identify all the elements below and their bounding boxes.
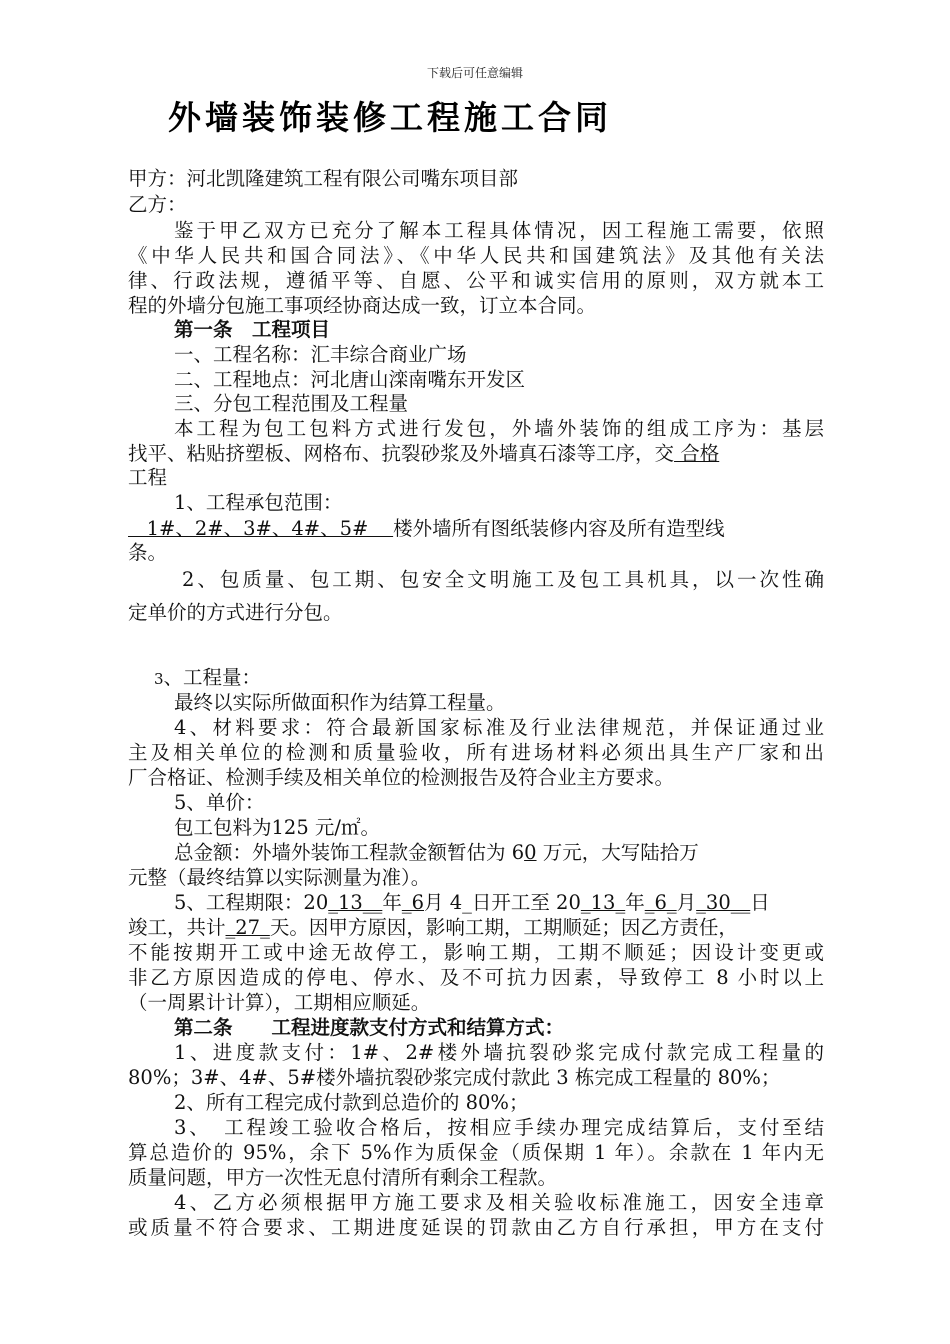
quantity-line: 最终以实际所做面积作为结算工程量。 [174, 691, 506, 714]
package-line: 2、包质量、包工期、包安全文明施工及包工具机具，以一次性确 [182, 568, 824, 591]
payment-line: 2、所有工程完成付款到总造价的 80%； [174, 1091, 529, 1114]
unit-price: 包工包料为125 元/㎡。 [174, 816, 380, 839]
party-a-line: 甲方：河北凯隆建筑工程有限公司嘴东项目部 [128, 167, 519, 190]
preamble-line: 鉴于甲乙双方已充分了解本工程具体情况，因工程施工需要，依照 [174, 219, 824, 242]
party-b-line: 乙方： [128, 193, 187, 216]
article-2-heading: 第二条 工程进度款支付方式和结算方式： [174, 1016, 565, 1039]
materials-line: 4、材料要求：符合最新国家标准及行业法律规范，并保证通过业 [174, 716, 824, 739]
scope-line: 找平、粘贴挤塑板、网格布、抗裂砂浆及外墙真石漆等工序，交 合格 [128, 442, 720, 465]
contract-scope-line: 1#、2#、3#、4#、5# 楼外墙所有图纸装修内容及所有造型线 [128, 517, 725, 540]
materials-line: 厂合格证、检测手续及相关单位的检测报告及符合业主方要求。 [128, 766, 675, 789]
schedule-line: 5、工程期限：20_13__年_6月 4_日开工至 20_13_年_6_月_30__日 [174, 891, 770, 914]
settlement-line: 质量问题，甲方一次性无息付清所有剩余工程款。 [128, 1166, 558, 1189]
article-1-heading: 第一条 工程项目 [174, 318, 331, 341]
settlement-line: 算总造价的 95%，余下 5%作为质保金（质保期 1 年）。余款在 1 年内无 [128, 1141, 824, 1164]
schedule-line: 竣工，共计_27_天。因甲方原因，影响工期，工期顺延；因乙方责任， [128, 916, 738, 939]
scope-line: 工程 [128, 466, 168, 489]
contract-scope-line: 条。 [128, 541, 168, 564]
preamble-line: 程的外墙分包施工事项经协商达成一致，订立本合同。 [128, 294, 597, 317]
scope-heading: 三、分包工程范围及工程量 [174, 392, 409, 415]
document-title: 外墙装饰装修工程施工合同 [168, 98, 612, 137]
preamble-line: 《中华人民共和国合同法》、《中华人民共和国建筑法》及其他有关法 [128, 244, 824, 267]
project-location: 二、工程地点：河北唐山滦南嘴东开发区 [174, 368, 526, 391]
settlement-line: 3、 工程竣工验收合格后，按相应手续办理完成结算后，支付至结 [174, 1116, 824, 1139]
total-amount: 总金额：外墙外装饰工程款金额暂估为 60 万元，大写陆拾万 [174, 841, 699, 864]
materials-line: 主及相关单位的检测和质量验收，所有进场材料必须出具生产厂家和出 [128, 741, 824, 764]
quantity-heading: 3、工程量： [154, 666, 262, 689]
price-heading: 5、单价： [174, 791, 265, 814]
schedule-line: 非乙方原因造成的停电、停水、及不可抗力因素，导致停工 8 小时以上 [128, 966, 824, 989]
preamble-line: 律、行政法规，遵循平等、自愿、公平和诚实信用的原则，双方就本工 [128, 269, 824, 292]
schedule-line: 不能按期开工或中途无故停工，影响工期，工期不顺延；因设计变更或 [128, 941, 824, 964]
scope-line: 本工程为包工包料方式进行发包，外墙外装饰的组成工序为：基层 [174, 417, 824, 440]
project-name: 一、工程名称：汇丰综合商业广场 [174, 343, 467, 366]
header-note: 下载后可任意编辑 [426, 66, 523, 80]
penalty-line: 4、乙方必须根据甲方施工要求及相关验收标准施工，因安全违章 [174, 1191, 824, 1214]
contract-scope-heading: 1、工程承包范围： [174, 491, 343, 514]
schedule-line: （一周累计计算），工期相应顺延。 [128, 991, 431, 1014]
penalty-line: 或质量不符合要求、工期进度延误的罚款由乙方自行承担，甲方在支付 [128, 1216, 824, 1239]
package-line: 定单价的方式进行分包。 [128, 601, 343, 624]
payment-line: 1、进度款支付：1#、2#楼外墙抗裂砂浆完成付款完成工程量的 [174, 1041, 824, 1064]
payment-line: 80%；3#、4#、5#楼外墙抗裂砂浆完成付款此 3 栋完成工程量的 80%； [128, 1066, 781, 1089]
total-amount: 元整（最终结算以实际测量为准）。 [128, 866, 431, 889]
